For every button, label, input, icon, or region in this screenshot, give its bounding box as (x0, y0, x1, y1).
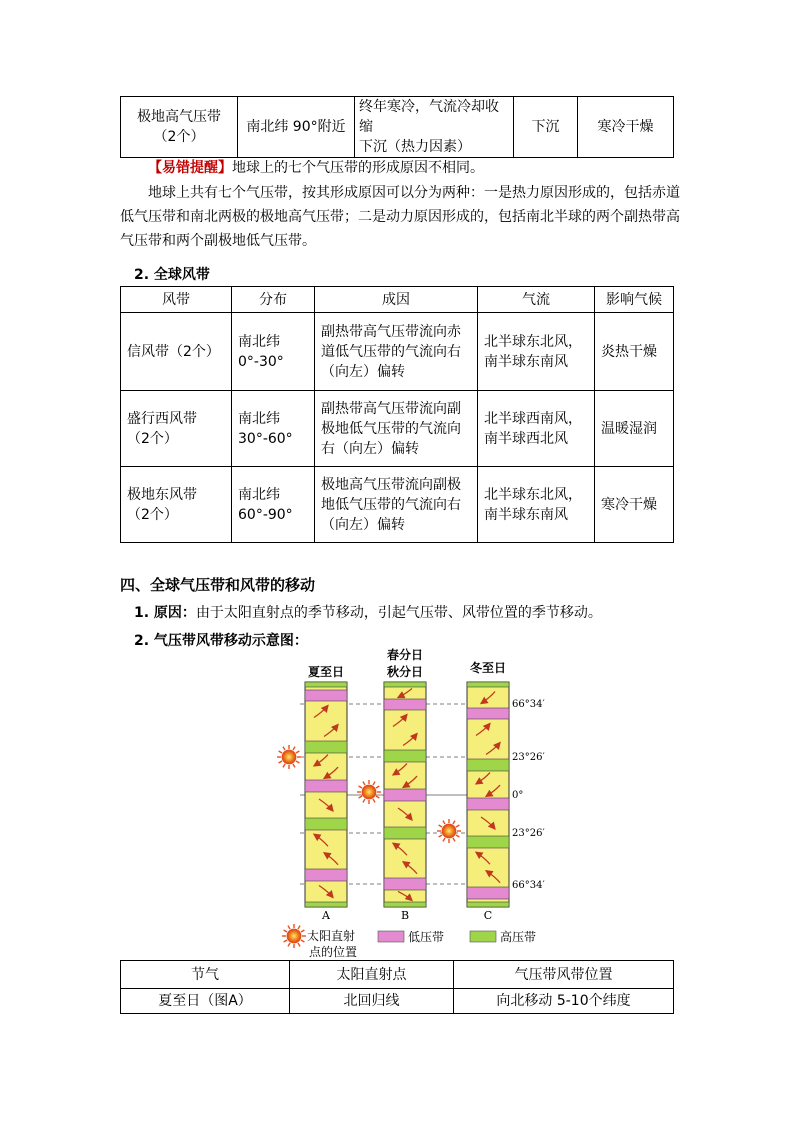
wind-name (121, 467, 232, 543)
legend-high-swatch (470, 931, 496, 942)
sun-ray (284, 940, 287, 942)
wind-name-line: 信风带（2个） (127, 343, 220, 360)
sun-icon (437, 819, 461, 843)
flow-line: 北半球西南风， (484, 410, 582, 427)
sun-ray (301, 930, 304, 932)
wind-cause (315, 313, 478, 391)
sun-ray (359, 786, 362, 788)
paragraph-line1: 地球上共有七个气压带，按其形成原因可以分为两种：一是热力原因形成的，包括赤道 (148, 185, 680, 201)
section4-item2: 2. 气压带风带移动示意图： (134, 633, 308, 649)
wind-airflow (478, 467, 595, 543)
sun-ray (279, 751, 282, 753)
cause-line: 地低气压带的气流向右 (321, 496, 461, 513)
wind-airflow (478, 391, 595, 467)
warning-label: 【易错提醒】 (148, 160, 232, 176)
dist-line: 南北纬 (238, 333, 280, 350)
wind-name (121, 313, 232, 391)
cause-line: （向左）偏转 (321, 516, 405, 533)
cell-location: 南北纬 90°附近 (238, 97, 355, 158)
low-pressure-band (384, 878, 426, 890)
item1-label: 1. 原因： (134, 605, 196, 621)
lat-label-equator: 0° (512, 790, 524, 801)
section4-heading: 四、全球气压带和风带的移动 (120, 576, 316, 594)
cause-line: 道低气压带的气流向右 (321, 343, 461, 360)
paragraph-line3: 气压带和两个副极地低气压带。 (120, 233, 316, 249)
cause-line: 极地低气压带的气流向 (321, 420, 461, 437)
col-title-summer: 夏至日 (307, 665, 345, 679)
flow-line: 北半球东北风， (484, 333, 582, 350)
wind-climate: 寒冷干燥 (595, 467, 674, 543)
cause-line1: 终年寒冷，气流冷却收缩 (359, 99, 499, 135)
cause-line: 副热带高气压带流向副 (321, 400, 461, 417)
header-term: 节气 (121, 961, 290, 989)
low-pressure-band (467, 798, 509, 810)
legend-low-label: 低压带 (408, 930, 445, 944)
header-airflow: 气流 (478, 287, 595, 313)
sun-icon (277, 745, 301, 769)
sun-ray (439, 825, 442, 827)
sun-ray (293, 747, 295, 750)
wind-airflow (478, 313, 595, 391)
high-pressure-band (305, 902, 347, 907)
low-pressure-band (305, 690, 347, 701)
table-row (121, 313, 674, 391)
header-cause: 成因 (315, 287, 478, 313)
high-pressure-band (384, 750, 426, 762)
sun-ray (363, 782, 365, 785)
sun-ray (439, 835, 442, 837)
table-row (121, 391, 674, 467)
belt-name-line1: 极地高气压带 (137, 109, 221, 125)
sun-ray (283, 764, 285, 767)
wind-climate: 炎热干燥 (595, 313, 674, 391)
cause-line: 极地高气压带流向副极 (321, 476, 461, 493)
sun-ray (296, 751, 299, 753)
sun-ray (359, 796, 362, 798)
sun-ray (376, 786, 379, 788)
wind-name (121, 391, 232, 467)
legend-sun-line2: 点的位置 (309, 945, 358, 959)
cause-line: （向左）偏转 (321, 363, 405, 380)
low-pressure-band (305, 780, 347, 792)
cause-line: 右（向左）偏转 (321, 440, 419, 457)
header-wind: 风带 (121, 287, 232, 313)
cell-position: 向北移动 5-10个纬度 (454, 989, 674, 1014)
high-pressure-band (467, 682, 509, 687)
cell-airflow: 下沉 (514, 97, 578, 158)
lat-label-s66: 66°34′ (512, 880, 545, 891)
dist-line: 南北纬 (238, 410, 280, 427)
sun-ray (288, 943, 290, 946)
high-pressure-band (305, 818, 347, 830)
high-pressure-band (384, 902, 426, 907)
sun-disc (287, 929, 301, 943)
wind-name-line: 极地东风带 (127, 486, 197, 503)
cell-belt-name (121, 97, 238, 158)
sun-disc (442, 824, 456, 838)
sun-ray (443, 838, 445, 841)
wind-belt-table (120, 286, 674, 543)
sun-ray (288, 926, 290, 929)
sun-ray (283, 747, 285, 750)
legend (282, 924, 536, 959)
wind-name-line: 盛行西风带 (127, 410, 197, 427)
wind-distribution (232, 391, 315, 467)
sun-ray (453, 838, 455, 841)
header-subsolar: 太阳直射点 (290, 961, 454, 989)
flow-line: 南半球东南风 (484, 353, 568, 370)
wind-climate: 温暖湿润 (595, 391, 674, 467)
low-pressure-band (305, 869, 347, 881)
high-pressure-band (467, 759, 509, 771)
sun-ray (298, 926, 300, 929)
cell-cause (355, 97, 514, 158)
sun-ray (443, 821, 445, 824)
flow-line: 北半球东北风， (484, 486, 582, 503)
sun-ray (279, 761, 282, 763)
flow-line: 南半球西北风 (484, 430, 568, 447)
table-row (121, 989, 674, 1014)
header-distribution: 分布 (232, 287, 315, 313)
wind-name-line: （2个） (127, 430, 178, 447)
sun-icon (357, 780, 381, 804)
col-letter-c: C (483, 909, 493, 922)
sun-ray (298, 943, 300, 946)
col-title-autumn: 秋分日 (386, 665, 424, 679)
belt-name-line2: （2个） (153, 129, 205, 145)
high-pressure-band (467, 902, 509, 907)
cause-line: 副热带高气压带流向赤 (321, 323, 461, 340)
sun-ray (456, 825, 459, 827)
dist-line: 60°-90° (238, 506, 293, 523)
sun-ray (373, 782, 375, 785)
sun-disc (362, 785, 376, 799)
col-title-spring: 春分日 (386, 648, 424, 662)
cell-climate: 寒冷干燥 (578, 97, 674, 158)
belt-column (384, 682, 426, 907)
lat-label-n66: 66°34′ (512, 699, 545, 710)
sun-ray (296, 761, 299, 763)
low-pressure-band (467, 887, 509, 899)
dist-line: 0°-30° (238, 353, 284, 370)
low-pressure-band (384, 789, 426, 801)
wind-cause (315, 391, 478, 467)
sun-disc (282, 750, 296, 764)
sun-ray (456, 835, 459, 837)
wind-table-header (121, 287, 674, 313)
sun-ray (453, 821, 455, 824)
low-pressure-band (467, 708, 509, 719)
item1-text: 由于太阳直射点的季节移动，引起气压带、风带位置的季节移动。 (195, 605, 602, 621)
sun-ray (376, 796, 379, 798)
sun-icon (282, 924, 306, 948)
wind-cause (315, 467, 478, 543)
paragraph-line2: 低气压带和南北两极的极地高气压带；二是动力原因形成的，包括南北半球的两个副热带高 (120, 209, 680, 225)
high-pressure-band (384, 827, 426, 839)
col-letter-a: A (322, 909, 330, 922)
wind-distribution (232, 467, 315, 543)
pressure-wind-shift-diagram (270, 644, 560, 960)
pressure-belt-table (120, 96, 674, 158)
col-letter-b: B (400, 909, 410, 922)
high-pressure-band (305, 682, 347, 687)
explanation-paragraph (120, 181, 680, 253)
legend-high-label: 高压带 (500, 930, 537, 944)
warning-text: 地球上的七个气压带的形成原因不相同。 (232, 160, 484, 176)
warning-line (148, 156, 708, 180)
cell-subsolar: 北回归线 (290, 989, 454, 1014)
sun-ray (363, 799, 365, 802)
wind-distribution (232, 313, 315, 391)
section4-item1 (134, 602, 602, 622)
dist-line: 30°-60° (238, 430, 293, 447)
high-pressure-band (305, 741, 347, 753)
legend-low-swatch (378, 931, 404, 942)
sun-ray (293, 764, 295, 767)
high-pressure-band (384, 682, 426, 687)
high-pressure-band (467, 836, 509, 848)
sun-ray (301, 940, 304, 942)
belt-column (467, 682, 509, 907)
legend-sun-line1: 太阳直射 (307, 929, 356, 943)
sun-ray (373, 799, 375, 802)
lat-label-s23: 23°26′ (512, 828, 545, 839)
sun-ray (284, 930, 287, 932)
belt-column (305, 682, 347, 907)
dist-line: 南北纬 (238, 486, 280, 503)
cause-line2: 下沉（热力因素） (359, 139, 471, 155)
col-title-winter: 冬至日 (469, 661, 507, 675)
low-pressure-band (384, 699, 426, 710)
header-climate: 影响气候 (595, 287, 674, 313)
header-position: 气压带风带位置 (454, 961, 674, 989)
cell-term: 夏至日（图A） (121, 989, 290, 1014)
solar-term-table (120, 960, 674, 1014)
wind-belt-heading: 2. 全球风带 (134, 267, 210, 283)
table-row (121, 467, 674, 543)
flow-line: 南半球东南风 (484, 506, 568, 523)
lat-label-n23: 23°26′ (512, 752, 545, 763)
wind-name-line: （2个） (127, 506, 178, 523)
